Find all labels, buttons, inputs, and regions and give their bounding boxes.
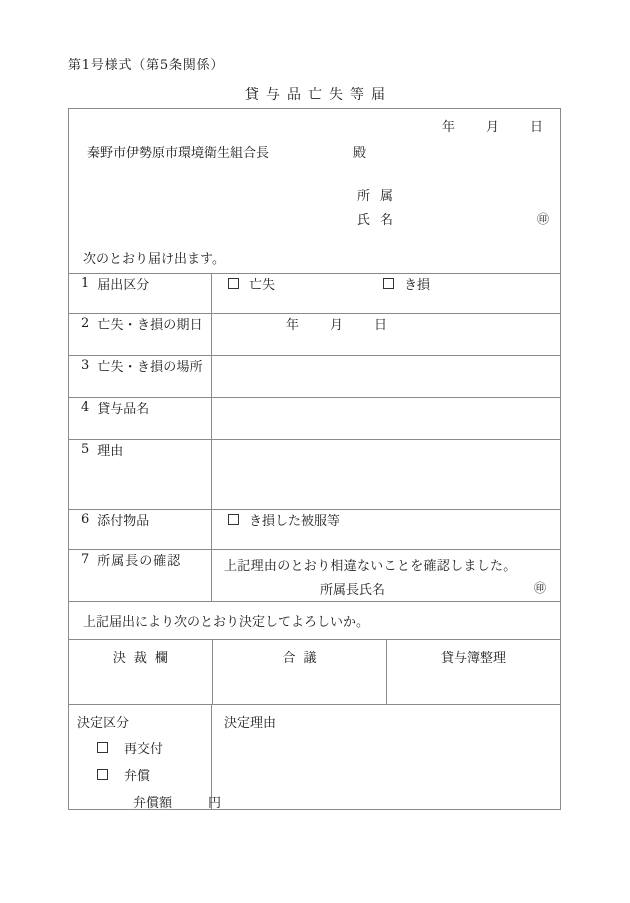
incident-month-label: 月 xyxy=(330,318,345,333)
decision-reason-label: 決定理由 xyxy=(224,716,277,731)
decision-question-row xyxy=(69,602,561,640)
date-month-label: 月 xyxy=(485,120,500,135)
row-7-number: 7 xyxy=(81,552,90,567)
approval-column-consultation-label: 合議 xyxy=(282,651,325,666)
table-row-4 xyxy=(69,398,561,440)
row-6-label-cell xyxy=(69,510,212,550)
seal-icon: ㊞ xyxy=(536,212,549,226)
addressee-honorific: 殿 xyxy=(353,146,367,161)
checkbox-damaged-uniform[interactable] xyxy=(228,514,239,525)
header-block-cell xyxy=(69,109,561,274)
row-2-value-cell[interactable] xyxy=(212,314,561,356)
approval-column-consultation[interactable] xyxy=(212,640,386,704)
checkbox-damage[interactable] xyxy=(383,278,394,289)
option-loss-label: 亡失 xyxy=(249,278,276,293)
row-2-label-cell xyxy=(69,314,212,356)
row-1-value-cell[interactable] xyxy=(212,274,561,314)
page-title: 貸与品亡失等届 xyxy=(245,87,392,103)
affiliation-label: 所属 xyxy=(357,189,404,204)
row-4-value-cell[interactable] xyxy=(212,398,561,440)
checkbox-reissue[interactable] xyxy=(97,742,108,753)
table-row-2 xyxy=(69,314,561,356)
approval-column-ledger[interactable] xyxy=(387,640,560,704)
row-2-label: 亡失・き損の期日 xyxy=(97,318,203,333)
table-row-1 xyxy=(69,274,561,314)
date-day-label: 日 xyxy=(529,120,544,135)
row-1-label: 届出区分 xyxy=(97,278,150,293)
row-7-label: 所属長の確認 xyxy=(97,554,182,569)
row-6-value-cell[interactable] xyxy=(212,510,561,550)
row-3-label-cell xyxy=(69,356,212,398)
row-6-label: 添付物品 xyxy=(97,514,150,529)
approval-columns-cell xyxy=(69,640,561,705)
decision-option-compensation[interactable] xyxy=(77,765,211,784)
decision-option-reissue[interactable] xyxy=(77,738,211,757)
compensation-amount-label: 弁償額 xyxy=(133,796,173,811)
checkbox-loss[interactable] xyxy=(228,278,239,289)
table-row-5 xyxy=(69,440,561,510)
intro-text: 次のとおり届け出ます。 xyxy=(83,252,225,267)
compensation-amount-line[interactable] xyxy=(77,792,222,811)
decision-category-title: 決定区分 xyxy=(77,716,130,731)
date-year-label: 年 xyxy=(441,120,456,135)
table-row-7 xyxy=(69,550,561,602)
chief-name-label: 所属長氏名 xyxy=(320,583,386,598)
chief-seal-icon: ㊞ xyxy=(533,581,546,595)
row-6-number: 6 xyxy=(81,512,90,527)
row-5-label-cell xyxy=(69,440,212,510)
approval-column-decision[interactable] xyxy=(69,640,212,704)
table-row-3 xyxy=(69,356,561,398)
incident-day-label: 日 xyxy=(374,318,389,333)
compensation-amount-unit: 円 xyxy=(208,796,222,811)
decision-reason-cell[interactable] xyxy=(212,705,561,810)
row-7-value-cell[interactable] xyxy=(212,550,561,602)
checkbox-compensation[interactable] xyxy=(97,769,108,780)
incident-date-line xyxy=(212,314,560,333)
approval-column-ledger-label: 貸与簿整理 xyxy=(441,651,507,666)
decision-question-text: 上記届出により次のとおり決定してよろしいか。 xyxy=(83,615,370,630)
row-3-number: 3 xyxy=(81,358,90,373)
row-3-value-cell[interactable] xyxy=(212,356,561,398)
approval-column-decision-label: 決裁欄 xyxy=(112,651,176,666)
row-5-number: 5 xyxy=(81,442,90,457)
decision-option-reissue-label: 再交付 xyxy=(124,742,164,757)
row-5-label: 理由 xyxy=(97,444,124,459)
name-label: 氏名 xyxy=(357,213,404,228)
form-table xyxy=(68,108,561,810)
incident-year-label: 年 xyxy=(286,318,301,333)
addressee-name: 秦野市伊勢原市環境衛生組合長 xyxy=(87,146,270,161)
decision-detail-row xyxy=(69,705,561,810)
row-4-label: 貸与品名 xyxy=(97,402,150,417)
row-4-label-cell xyxy=(69,398,212,440)
option-damaged-uniform-label: き損した被服等 xyxy=(249,514,341,529)
table-row-6 xyxy=(69,510,561,550)
decision-category-cell[interactable] xyxy=(69,705,222,811)
confirmation-text: 上記理由のとおり相違ないことを確認しました。 xyxy=(224,559,517,574)
row-4-number: 4 xyxy=(81,400,90,415)
approval-columns-row xyxy=(69,640,561,705)
option-damage-label: き損 xyxy=(404,278,431,293)
row-7-label-cell xyxy=(69,550,212,602)
row-3-label: 亡失・き損の場所 xyxy=(97,360,203,375)
header-block-row xyxy=(69,109,561,274)
name-row xyxy=(357,209,557,233)
decision-option-compensation-label: 弁償 xyxy=(124,769,151,784)
row-5-value-cell[interactable] xyxy=(212,440,561,510)
signature-block xyxy=(357,185,557,233)
row-2-number: 2 xyxy=(81,316,90,331)
form-number: 第1号様式（第5条関係） xyxy=(68,58,225,73)
submission-date-line xyxy=(442,116,544,135)
decision-question-cell xyxy=(69,602,561,640)
addressee-line xyxy=(87,142,366,161)
row-1-number: 1 xyxy=(81,276,90,291)
affiliation-row xyxy=(357,185,557,209)
row-1-label-cell xyxy=(69,274,212,314)
